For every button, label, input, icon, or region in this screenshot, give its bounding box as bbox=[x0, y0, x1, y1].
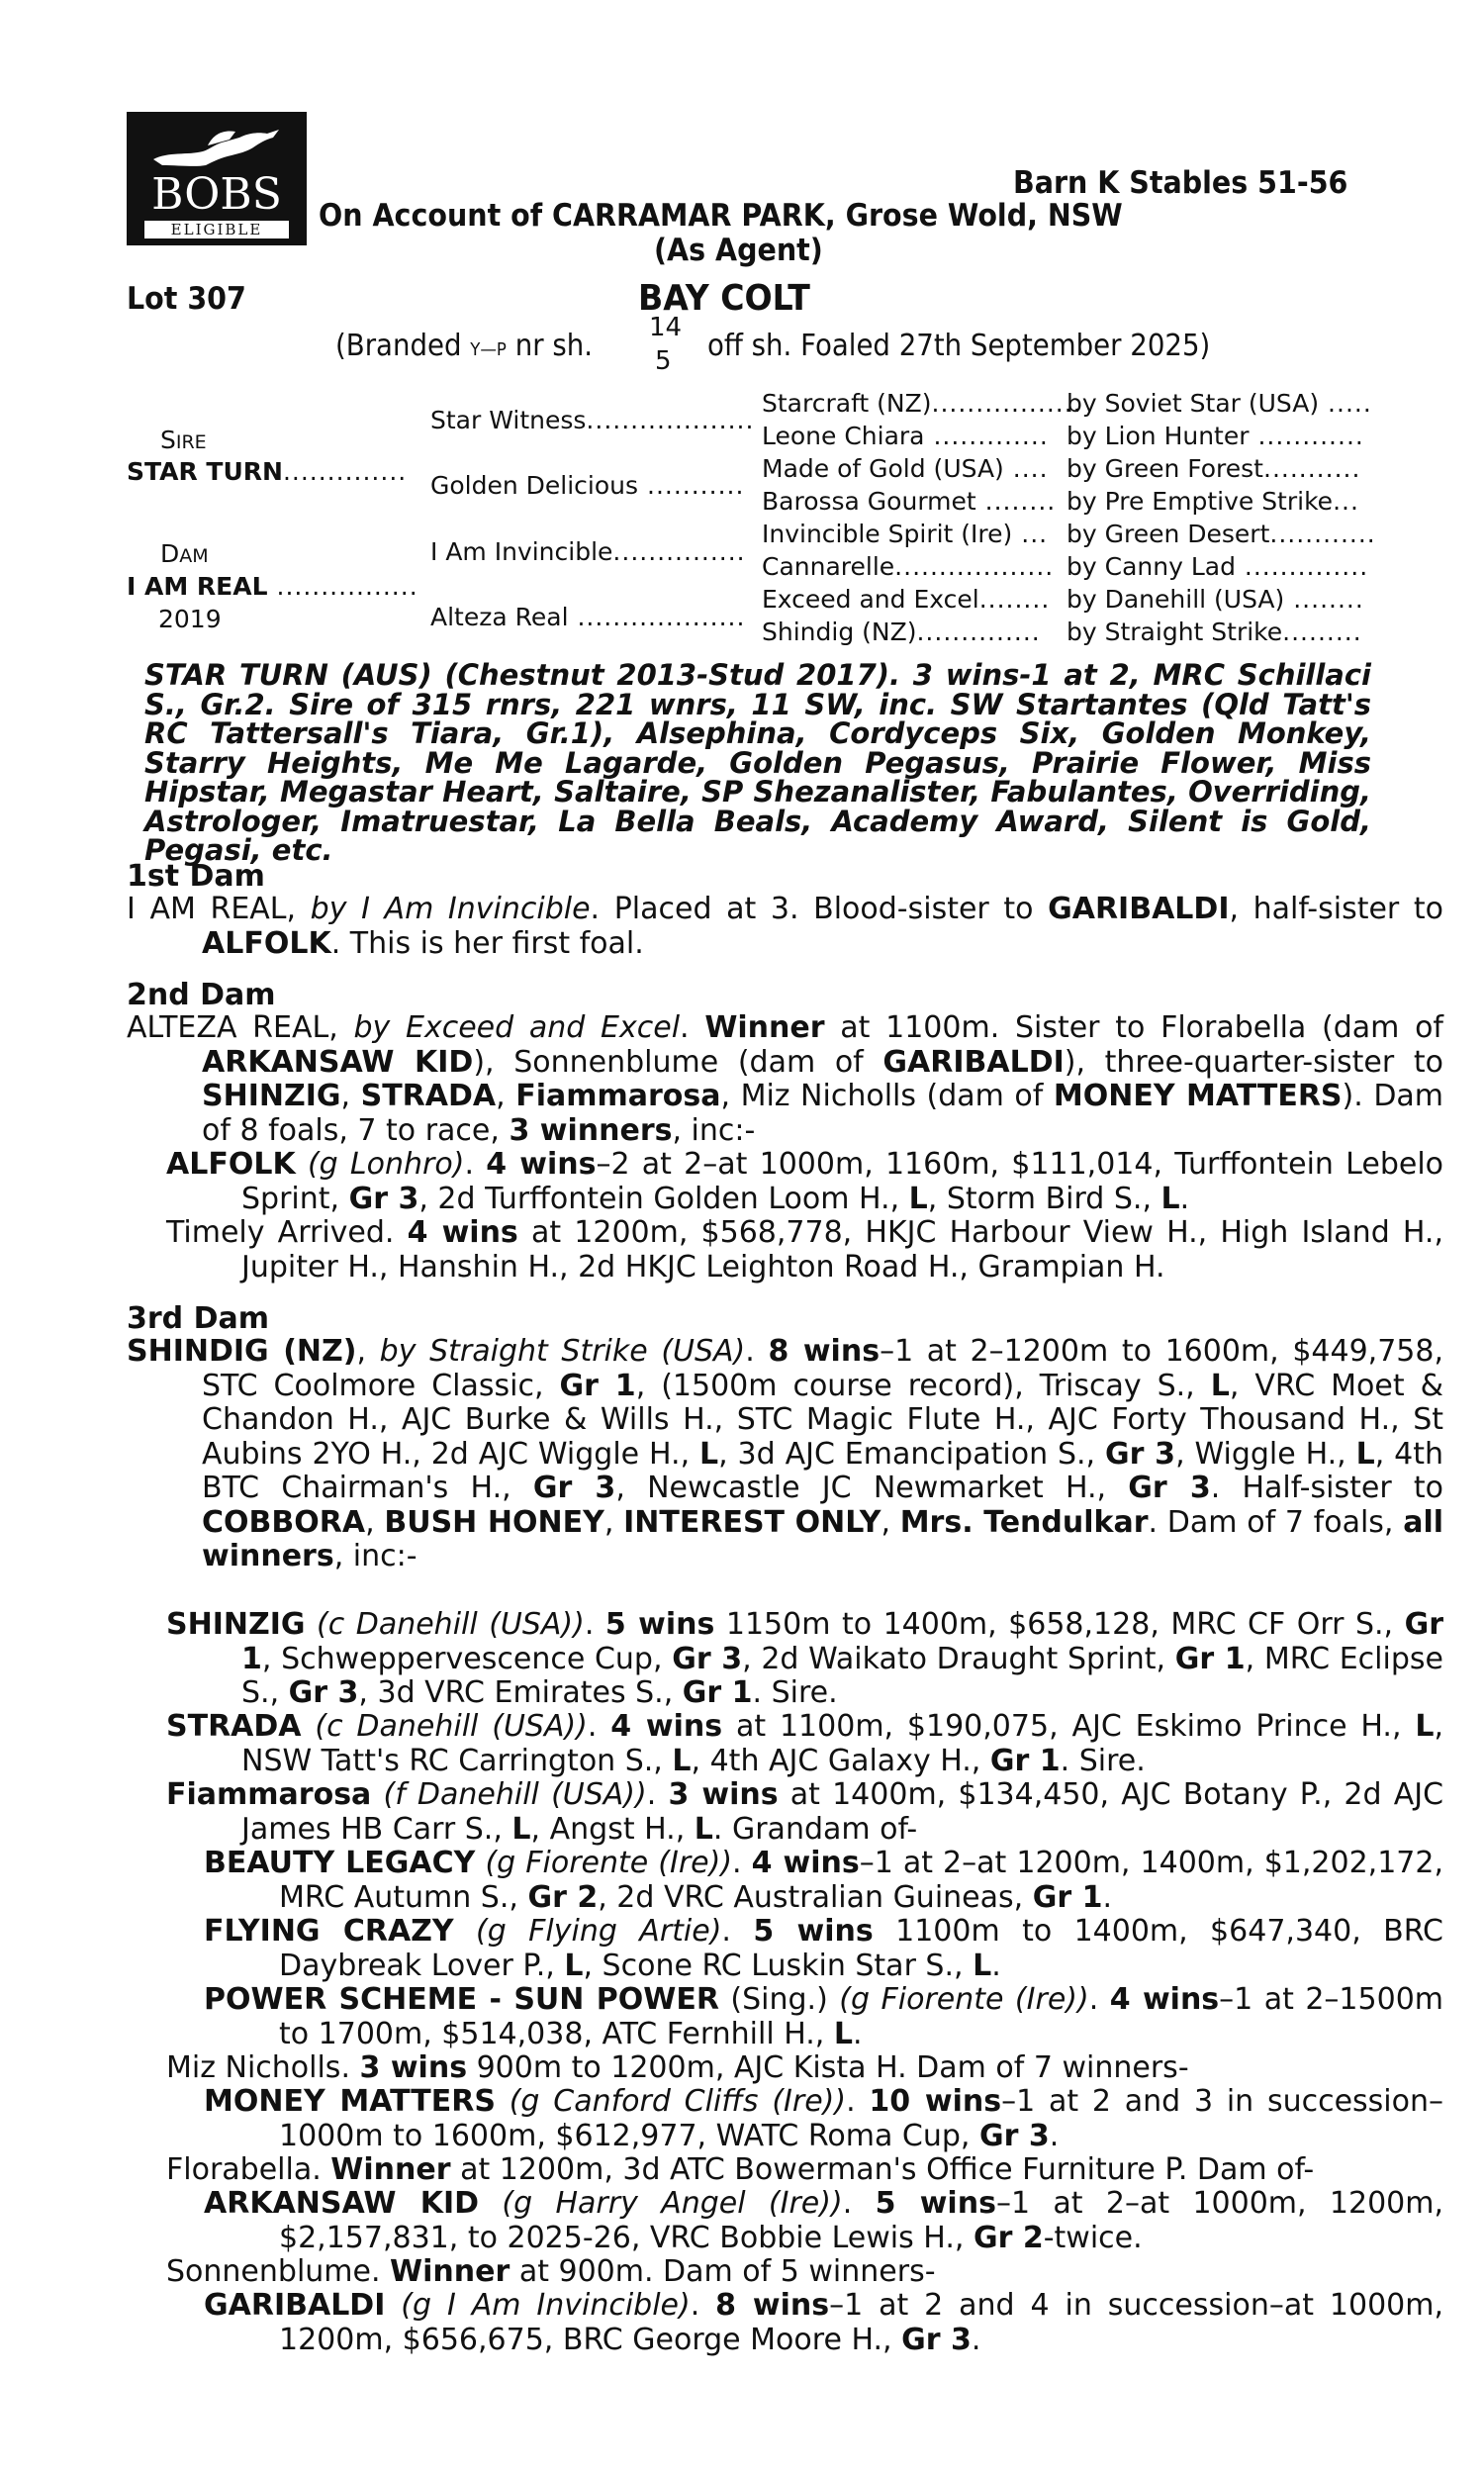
barn-location: Barn K Stables 51-56 bbox=[1013, 165, 1348, 201]
logo-wordmark: BOBS bbox=[151, 169, 282, 220]
horse-jockey-icon bbox=[148, 122, 287, 173]
second-dam-heading: 2nd Dam bbox=[127, 978, 276, 1012]
horse-description: BAY COLT bbox=[638, 278, 810, 319]
bobs-eligible-logo bbox=[127, 112, 307, 245]
great-granddam-4: Shindig (NZ) bbox=[762, 618, 917, 646]
great-granddam-3: Cannarelle bbox=[762, 552, 895, 581]
second-dam-entry: ALTEZA REAL, by Exceed and Excel. Winner at 1100m. Sister to Florabella (dam of ARKANSAW KID), Sonnenblume (dam of GARIBALDI), three-quarter-sister to SHINZIG, STRADA, Fiammarosa, Miz Nicholls (dam of MONEY MATTERS). Dam of 8 foals, 7 to race, 3 winners, inc:- bbox=[127, 1010, 1444, 1148]
brand-number-top: 14 bbox=[649, 313, 683, 342]
third-dam-heading: 3rd Dam bbox=[127, 1301, 269, 1336]
great-grandsire-3: Invincible Spirit (Ire) bbox=[762, 520, 1013, 548]
progeny-sonnenblume: Sonnenblume. Winner at 900m. Dam of 5 winners- bbox=[166, 2254, 936, 2289]
brand-mark: Y—P bbox=[470, 339, 507, 360]
progeny-florabella: Florabella. Winner at 1200m, 3d ATC Bowerman's Office Furniture P. Dam of- bbox=[166, 2152, 1315, 2187]
brand-number-bottom: 5 bbox=[655, 346, 672, 376]
progeny-miz-nicholls: Miz Nicholls. 3 wins 900m to 1200m, AJC Kista H. Dam of 7 winners- bbox=[166, 2050, 1189, 2085]
great-grandsire-4: Exceed and Excel bbox=[762, 585, 979, 614]
vendor-account: On Account of CARRAMAR PARK, Grose Wold, NSW bbox=[319, 198, 1123, 234]
first-dam-entry: I AM REAL, by I Am Invincible. Placed at 3. Blood-sister to GARIBALDI, half-sister to ALFOLK. This is her first foal. bbox=[127, 892, 1443, 961]
sire-summary: STAR TURN (AUS) (Chestnut 2013-Stud 2017). 3 wins-1 at 2, MRC Schillaci S., Gr.2. Sire of 315 rnrs, 221 wnrs, 11 SW, inc. SW Startantes (Qld Tatt's RC Tattersall's Tiara, Gr.1), Alsephina, Cordyceps Six, Golden Monkey, Starry Heights, Me Me Lagarde, Golden Pegasus, Prairie Flower, Miss Hipstar, Megastar Heart, Saltaire, SP Shezanalister, Fabulantes, Overriding, Astrologer, Imatruestar, La Bella Beals, Academy Award, Silent is Gold, Pegasi, etc. bbox=[144, 658, 1371, 867]
progeny-timely-arrived: Timely Arrived. 4 wins at 1200m, $568,778, HKJC Harbour View H., High Island H., Jupiter H., Hanshin H., 2d HKJC Leighton Road H., Grampian H. bbox=[166, 1215, 1444, 1285]
great-granddam-1: Leone Chiara bbox=[762, 422, 925, 450]
vendor-agent: (As Agent) bbox=[654, 233, 823, 268]
dam-label: DAM bbox=[160, 539, 209, 568]
progeny-power-scheme: POWER SCHEME - SUN POWER (Sing.) (g Fiorente (Ire)). 4 wins–1 at 2–1500m to 1700m, $514,038, ATC Fernhill H., L. bbox=[204, 1982, 1444, 2051]
progeny-alfolk: ALFOLK (g Lonhro). 4 wins–2 at 2–at 1000m, 1160m, $111,014, Turffontein Lebelo Sprint, Gr 3, 2d Turffontein Golden Loom H., L, Storm Bird S., L. bbox=[166, 1147, 1444, 1216]
dam-name: I AM REAL bbox=[127, 572, 268, 601]
progeny-garibaldi: GARIBALDI (g I Am Invincible). 8 wins–1 at 2 and 4 in succession–at 1000m, 1200m, $656,675, BRC George Moore H., Gr 3. bbox=[204, 2288, 1443, 2357]
progeny-money-matters: MONEY MATTERS (g Canford Cliffs (Ire)). 10 wins–1 at 2 and 3 in succession–1000m to 1600m, $612,977, WATC Roma Cup, Gr 3. bbox=[204, 2084, 1443, 2153]
great-grandsire-2: Made of Gold (USA) bbox=[762, 454, 1004, 483]
progeny-strada: STRADA (c Danehill (USA)). 4 wins at 1100m, $190,075, AJC Eskimo Prince H., L, NSW Tatt's RC Carrington S., L, 4th AJC Galaxy H., Gr 1. Sire. bbox=[166, 1709, 1444, 1778]
brand-line: (Branded Y—P nr sh. bbox=[335, 329, 593, 363]
progeny-beauty-legacy: BEAUTY LEGACY (g Fiorente (Ire)). 4 wins–1 at 2–at 1200m, 1400m, $1,202,172, MRC Autumn S., Gr 2, 2d VRC Australian Guineas, Gr 1. bbox=[204, 1846, 1443, 1915]
progeny-shinzig: SHINZIG (c Danehill (USA)). 5 wins 1150m to 1400m, $658,128, MRC CF Orr S., Gr 1, Schweppervescence Cup, Gr 3, 2d Waikato Draught Sprint, Gr 1, MRC Eclipse S., Gr 3, 3d VRC Emirates S., Gr 1. Sire. bbox=[166, 1607, 1444, 1710]
progeny-flying-crazy: FLYING CRAZY (g Flying Artie). 5 wins 1100m to 1400m, $647,340, BRC Daybreak Lover P., L, Scone RC Luskin Star S., L. bbox=[204, 1914, 1444, 1983]
progeny-arkansaw-kid: ARKANSAW KID (g Harry Angel (Ire)). 5 wins–1 at 2–at 1000m, 1200m, $2,157,831, to 2025-26, VRC Bobbie Lewis H., Gr 2-twice. bbox=[204, 2186, 1444, 2255]
third-dam-entry: SHINDIG (NZ), by Straight Strike (USA). 8 wins–1 at 2–1200m to 1600m, $449,758, STC Coolmore Classic, Gr 1, (1500m course record), Triscay S., L, VRC Moet & Chandon H., AJC Burke & Wills H., STC Magic Flute H., AJC Forty Thousand H., St Aubins 2YO H., 2d AJC Wiggle H., L, 3d AJC Emancipation S., Gr 3, Wiggle H., L, 4th BTC Chairman's H., Gr 3, Newcastle JC Newmarket H., Gr 3. Half-sister to COBBORA, BUSH HONEY, INTEREST ONLY, Mrs. Tendulkar. Dam of 7 foals, all winners, inc:- bbox=[127, 1334, 1444, 1573]
sire-dam: Golden Delicious bbox=[430, 471, 639, 500]
dam-year: 2019 bbox=[158, 605, 222, 633]
sire-name: STAR TURN bbox=[127, 457, 283, 486]
dam-sire: I Am Invincible bbox=[430, 537, 613, 566]
logo-eligible-band: ELIGIBLE bbox=[144, 221, 289, 238]
first-dam-heading: 1st Dam bbox=[127, 859, 265, 894]
great-granddam-2: Barossa Gourmet bbox=[762, 487, 976, 516]
sire-sire: Star Witness bbox=[430, 406, 587, 434]
lot-number: Lot 307 bbox=[127, 281, 246, 317]
great-grandsire-1: Starcraft (NZ) bbox=[762, 389, 932, 418]
catalogue-page: BOBS ELIGIBLE Barn K Stables 51-56 On Account of CARRAMAR PARK, Grose Wold, NSW (As Agent) Lot 307 BAY COLT (Branded Y—P nr sh. 14 5 off sh. Foaled 27th September 2025) SIRE STAR TURN.............. DAM I AM REAL ................ 2019 Star Witness................... Golden Delicious ........... I Am Invincible............... Alteza Real ................... Starcraft (NZ)................. Leone Chiara ............. Made of Gold (USA) .... Barossa Gourmet ........ Invincible Spirit (Ire) ... Cannarelle.................. Exceed and Excel........ Shindig (NZ).............. by Soviet Star (USA) ..... by Lion Hunter ............ by Green Forest........... by Pre Emptive Strike... by Green Desert............ by Canny Lad .............. by Danehill (USA) ........ by Straight Strike......... STAR TURN (AUS) (Chestnut 2013-Stud 2017). 3 wins-1 at 2, MRC Schillaci S., Gr.2. Sire of 315 rnrs, 221 wnrs, 11 SW, inc. SW Startantes (Qld Tatt's RC Tattersall's Tiara, Gr.1), Alsephina, Cordyceps Six, Golden Monkey, Starry Heights, Me Me Lagarde, Golden Pegasus, Prairie Flower, Miss Hipstar, Megastar Heart, Saltaire, SP Shezanalister, Fabulantes, Overriding, Astrologer, Imatruestar, La Bella Beals, Academy Award, Silent is Gold, Pegasi, etc. 1st Dam I AM REAL, by I Am Invincible. Placed at 3. Blood-sister to GARIBALDI, half-sister to ALFOLK. This is her first foal. 2nd Dam ALTEZA REAL, by Exceed and Excel. Winner at 1100m. Sister to Florabella (dam of ARKANSAW KID), Sonnenblume (dam of GARIBALDI), three-quarter-sister to SHINZIG, STRADA, Fiammarosa, Miz Nicholls (dam of MONEY MATTERS). Dam of 8 foals, 7 to race, 3 winners, inc:- ALFOLK (g Lonhro). 4 wins–2 at 2–at 1000m, 1160m, $111,014, Turffontein Lebelo Sprint, Gr 3, 2d Turffontein Golden Loom H., L, Storm Bird S., L. Timely Arrived. 4 wins at 1200m, $568,778, HKJC Harbour View H., High Island H., Jupiter H., Hanshin H., 2d HKJC Leighton Road H., Grampian H. 3rd Dam SHINDIG (NZ), by Straight Strike (USA). 8 wins–1 at 2–1200m to 1600m, $449,758, STC Coolmore Classic, Gr 1, (1500m course record), Triscay S., L, VRC Moet & Chandon H., AJC Burke & Wills H., STC Magic Flute H., AJC Forty Thousand H., St Aubins 2YO H., 2d AJC Wiggle H., L, 3d AJC Emancipation S., Gr 3, Wiggle H., L, 4th BTC Chairman's H., Gr 3, Newcastle JC Newmarket H., Gr 3. Half-sister to COBBORA, BUSH HONEY, INTEREST ONLY, Mrs. Tendulkar. Dam of 7 foals, all winners, inc:- SHINZIG (c Danehill (USA)). 5 wins 1150m to 1400m, $658,128, MRC CF Orr S., Gr 1, Schweppervescence Cup, Gr 3, 2d Waikato Draught Sprint, Gr 1, MRC Eclipse S., Gr 3, 3d VRC Emirates S., Gr 1. Sire. STRADA (c Danehill (USA)). 4 wins at 1100m, $190,075, AJC Eskimo Prince H., L, NSW Tatt's RC Carrington S., L, 4th AJC Galaxy H., Gr 1. Sire. Fiammarosa (f Danehill (USA)). 3 wins at 1400m, $134,450, AJC Botany P., 2d AJC James HB Carr S., L, Angst H., L. Grandam of- BEAUTY LEGACY (g Fiorente (Ire)). 4 wins–1 at 2–at 1200m, 1400m, $1,202,172, MRC Autumn S., Gr 2, 2d VRC Australian Guineas, Gr 1. FLYING CRAZY (g Flying Artie). 5 wins 1100m to 1400m, $647,340, BRC Daybreak Lover P., L, Scone RC Luskin Star S., L. POWER SCHEME - SUN POWER (Sing.) (g Fiorente (Ire)). 4 wins–1 at 2–1500m to 1700m, $514,038, ATC Fernhill H., L. Miz Nicholls. 3 wins 900m to 1200m, AJC Kista H. Dam of 7 winners- MONEY MATTERS (g Canford Cliffs (Ire)). 10 wins–1 at 2 and 3 in succession–1000m to 1600m, $612,977, WATC Roma Cup, Gr 3. Florabella. Winner at 1200m, 3d ATC Bowerman's Office Furniture P. Dam of- ARKANSAW KID (g Harry Angel (Ire)). 5 wins–1 at 2–at 1000m, 1200m, $2,157,831, to 2025-26, VRC Bobbie Lewis H., Gr 2-twice. Sonnenblume. Winner at 900m. Dam of 5 winners- GARIBALDI (g I Am Invincible). 8 wins–1 at 2 and 4 in succession–at 1000m, 1200m, $656,675, BRC George Moore H., Gr 3. bbox=[0, 0, 1484, 2474]
dam-dam: Alteza Real bbox=[430, 603, 569, 631]
progeny-fiammarosa: Fiammarosa (f Danehill (USA)). 3 wins at 1400m, $134,450, AJC Botany P., 2d AJC James HB Carr S., L, Angst H., L. Grandam of- bbox=[166, 1777, 1444, 1847]
sire-label: SIRE bbox=[160, 426, 207, 454]
foaling-date: off sh. Foaled 27th September 2025) bbox=[707, 329, 1211, 363]
